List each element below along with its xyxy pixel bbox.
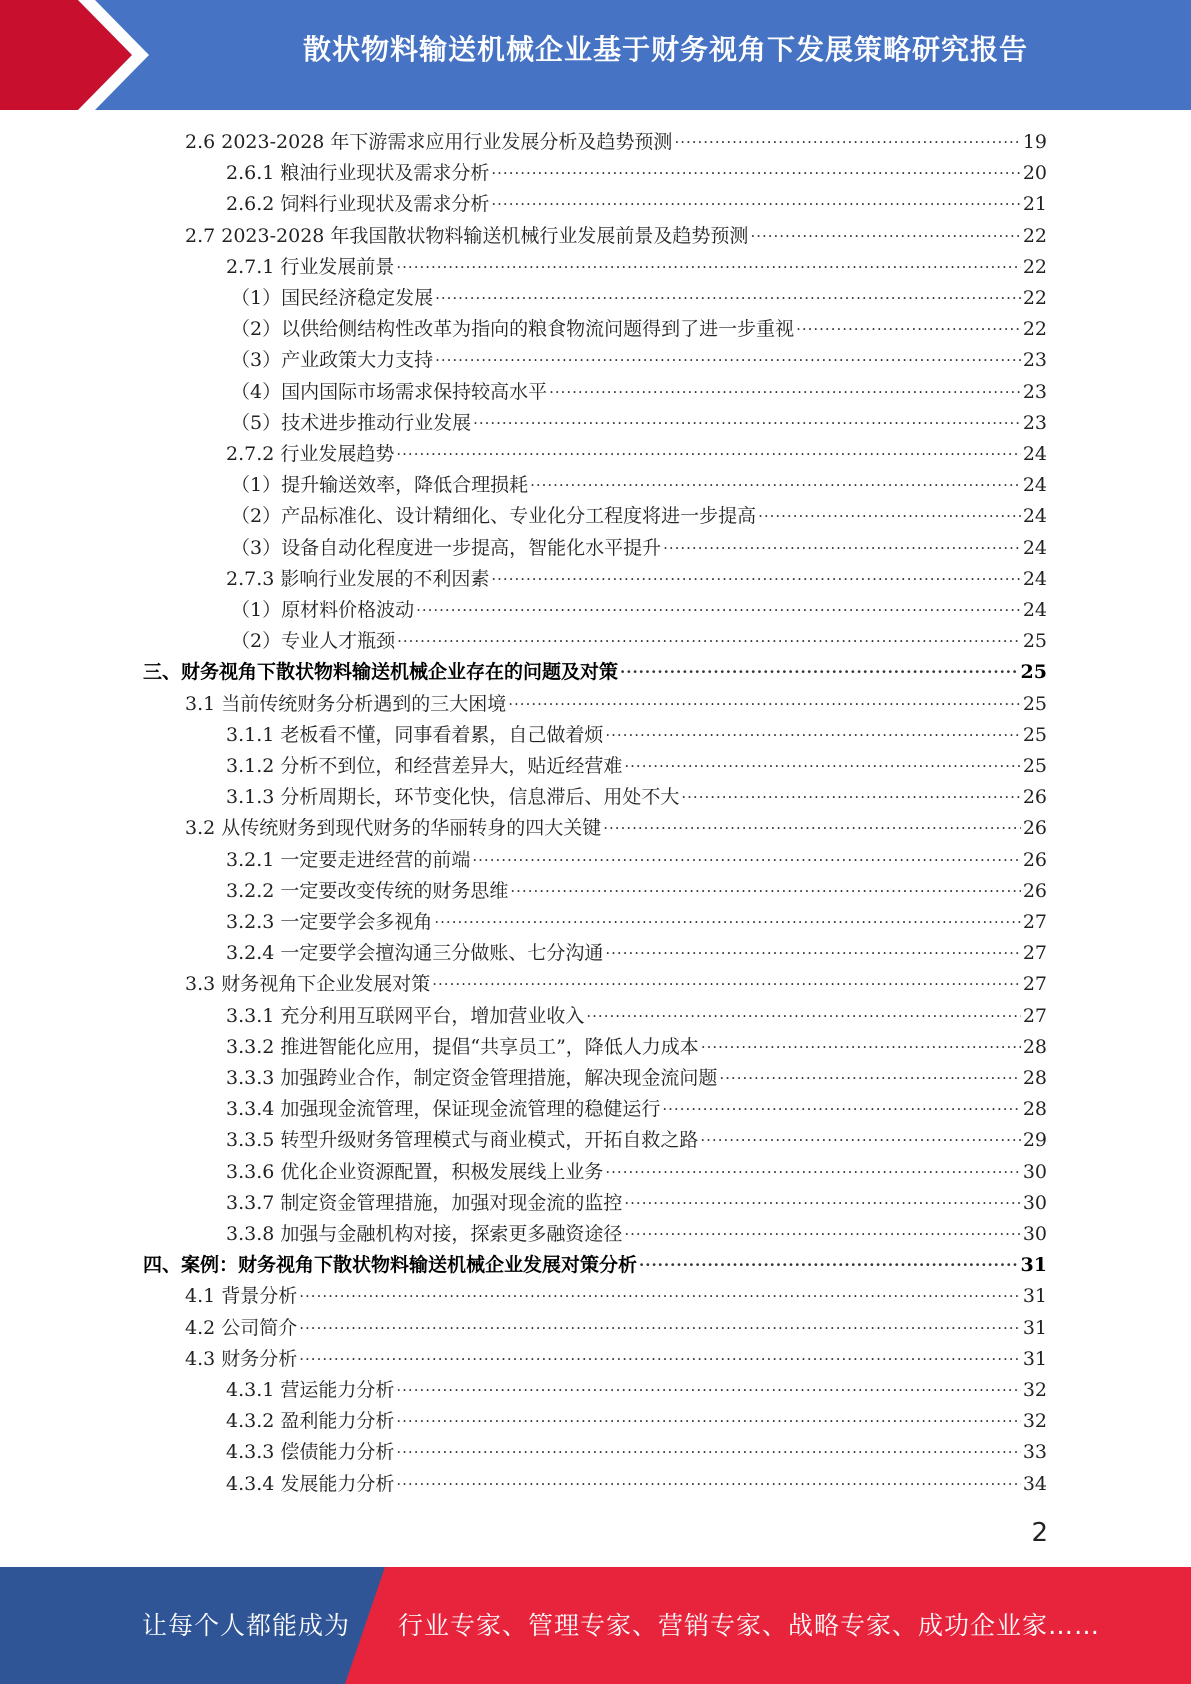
toc-dot-leader [605, 1153, 1020, 1184]
toc-dot-leader [663, 529, 1021, 560]
toc-entry-page: 20 [1022, 162, 1047, 185]
toc-entry-page: 26 [1022, 817, 1047, 840]
toc-entry-title: （2）专业人才瓶颈 [231, 630, 396, 653]
toc-entry-title: 3.3.7 制定资金管理措施，加强对现金流的监控 [226, 1191, 623, 1214]
toc-dot-leader [603, 809, 1021, 840]
toc-dot-leader [605, 716, 1020, 747]
toc-entry-title: 2.7.2 行业发展趋势 [226, 443, 395, 465]
header-red-chevron-decoration [0, 0, 160, 110]
toc-dot-leader [491, 560, 1020, 591]
toc-entry-page: 28 [1022, 1035, 1047, 1058]
toc-entry-title: 3.2.2 一定要改变传统的财务思维 [226, 879, 509, 902]
toc-entry-title: 3.3.2 推进智能化应用，提倡“共享员工”，降低人力成本 [226, 1035, 699, 1058]
toc-entry-title: 3.2 从传统财务到现代财务的华丽转身的四大关键 [185, 817, 602, 840]
toc-dot-leader [758, 497, 1021, 528]
toc-entry-title: 4.1 背景分析 [185, 1285, 298, 1308]
toc-dot-leader [510, 872, 1020, 903]
toc-entry-title: 3.3.3 加强跨业合作，制定资金管理措施，解决现金流问题 [226, 1067, 718, 1089]
toc-entry-page: 25 [1022, 692, 1047, 715]
toc-dot-leader [662, 1090, 1020, 1121]
toc-entry-page: 22 [1022, 318, 1047, 341]
toc-dot-leader [750, 217, 1020, 248]
toc-entry-page: 26 [1022, 879, 1047, 902]
toc-entry-page: 30 [1022, 1223, 1047, 1245]
toc-entry-title: 三、财务视角下散状物料输送机械企业存在的问题及对策 [143, 661, 619, 684]
toc-dot-leader [491, 185, 1020, 216]
toc-entry-page: 24 [1022, 443, 1047, 465]
toc-entry-page: 22 [1022, 287, 1047, 309]
toc-entry-page: 27 [1022, 973, 1047, 996]
toc-entry-page: 24 [1022, 505, 1047, 528]
toc-entry-page: 19 [1022, 131, 1047, 153]
toc-entry-title: 2.6.2 饲料行业现状及需求分析 [226, 193, 490, 216]
toc-dot-leader [530, 466, 1021, 497]
toc-entry-title: （1）提升输送效率，降低合理损耗 [231, 474, 529, 497]
toc-dot-leader [473, 404, 1021, 435]
toc-entry-title: 2.7 2023-2028 年我国散状物料输送机械行业发展前景及趋势预测 [185, 224, 749, 247]
toc-entry-title: 3.3.8 加强与金融机构对接，探索更多融资途径 [226, 1223, 623, 1245]
toc-entry-page: 25 [1022, 755, 1047, 777]
toc-dot-leader [396, 1402, 1020, 1433]
toc-entry-page: 32 [1022, 1379, 1047, 1401]
toc-entry-title: （3）产业政策大力支持 [231, 349, 434, 372]
toc-entry-page: 26 [1022, 848, 1047, 871]
toc-entry-title: 3.1.1 老板看不懂，同事看着累，自己做着烦 [226, 723, 604, 746]
toc-entry-page: 24 [1022, 474, 1047, 497]
toc-dot-leader [719, 1059, 1020, 1090]
toc-entry-title: 4.3.1 营运能力分析 [226, 1379, 395, 1401]
toc-dot-leader [624, 1184, 1020, 1215]
toc-entry-page: 27 [1022, 942, 1047, 965]
toc-dot-leader [620, 653, 1019, 684]
toc-entry-title: （4）国内国际市场需求保持较高水平 [231, 380, 548, 403]
toc-entry-title: 3.1.2 分析不到位，和经营差异大，贴近经营难 [226, 755, 623, 777]
toc-entry-page: 31 [1022, 1285, 1047, 1308]
toc-dot-leader [624, 1215, 1020, 1246]
toc-entry-page: 24 [1022, 599, 1047, 621]
toc-entry-title: 四、案例：财务视角下散状物料输送机械企业发展对策分析 [143, 1254, 638, 1277]
toc-dot-leader [416, 591, 1021, 622]
toc-entry-title: （5）技术进步推动行业发展 [231, 411, 472, 434]
toc-entry-title: 2.6.1 粮油行业现状及需求分析 [226, 162, 490, 185]
toc-entry-title: 4.3 财务分析 [185, 1347, 298, 1370]
toc-entry-title: 3.1 当前传统财务分析遇到的三大困境 [185, 692, 507, 715]
toc-dot-leader [434, 903, 1020, 934]
toc-entry-title: 3.1.3 分析周期长，环节变化快，信息滞后、用处不大 [226, 786, 680, 809]
toc-entry-page: 29 [1022, 1129, 1047, 1152]
toc-dot-leader [396, 1433, 1020, 1464]
toc-entry-page: 30 [1022, 1160, 1047, 1183]
toc-entry[interactable] [226, 1469, 1047, 1500]
toc-entry-page: 26 [1022, 786, 1047, 809]
toc-dot-leader [472, 841, 1020, 872]
toc-entry-title: 2.7.1 行业发展前景 [226, 255, 395, 278]
toc-entry-page: 27 [1022, 1004, 1047, 1027]
toc-entry-page: 24 [1022, 567, 1047, 590]
toc-entry-page: 31 [1022, 1347, 1047, 1370]
toc-entry-title: 2.6 2023-2028 年下游需求应用行业发展分析及趋势预测 [185, 131, 673, 153]
toc-dot-leader [586, 997, 1020, 1028]
toc-dot-leader [299, 1340, 1021, 1371]
toc-entry-page: 32 [1022, 1410, 1047, 1433]
toc-entry-page: 33 [1022, 1441, 1047, 1464]
footer-slogan-lead: 让每个人都能成为 [142, 1611, 351, 1640]
toc-entry-title: 3.2.4 一定要学会擅沟通三分做账、七分沟通 [226, 942, 604, 965]
toc-dot-leader [435, 279, 1021, 310]
toc-dot-leader [639, 1246, 1019, 1277]
toc-entry-page: 22 [1022, 224, 1047, 247]
toc-entry-title: 3.2.3 一定要学会多视角 [226, 911, 433, 933]
toc-entry-page: 22 [1022, 255, 1047, 278]
toc-entry-title: 4.2 公司简介 [185, 1316, 298, 1339]
toc-dot-leader [605, 934, 1020, 965]
toc-entry-page: 30 [1022, 1191, 1047, 1214]
toc-entry-title: （2）以供给侧结构性改革为指向的粮食物流问题得到了进一步重视 [231, 318, 795, 341]
toc-dot-leader [299, 1309, 1021, 1340]
toc-dot-leader [491, 154, 1020, 185]
toc-entry-page: 25 [1022, 630, 1047, 653]
toc-dot-leader [396, 435, 1020, 466]
toc-entry-page: 31 [1020, 1254, 1047, 1277]
toc-entry-title: （1）国民经济稳定发展 [231, 287, 434, 309]
toc-entry-title: （2）产品标准化、设计精细化、专业化分工程度将进一步提高 [231, 505, 757, 528]
toc-dot-leader [396, 1465, 1020, 1496]
toc-entry-title: （1）原材料价格波动 [231, 599, 415, 621]
toc-entry-title: 3.3.6 优化企业资源配置，积极发展线上业务 [226, 1160, 604, 1183]
toc-entry-title: 2.7.3 影响行业发展的不利因素 [226, 567, 490, 590]
toc-dot-leader [397, 622, 1021, 653]
toc-dot-leader [796, 310, 1021, 341]
toc-entry-page: 25 [1020, 661, 1047, 684]
toc-dot-leader [396, 1371, 1020, 1402]
toc-dot-leader [549, 373, 1021, 404]
toc-entry-page: 23 [1022, 411, 1047, 434]
toc-dot-leader [432, 965, 1021, 996]
toc-entry-page: 23 [1022, 380, 1047, 403]
toc-dot-leader [700, 1121, 1020, 1152]
toc-entry-page: 25 [1022, 723, 1047, 746]
toc-entry-page: 21 [1022, 193, 1047, 216]
toc-entry-title: 4.3.4 发展能力分析 [226, 1472, 395, 1495]
toc-entry-title: 4.3.3 偿债能力分析 [226, 1441, 395, 1464]
toc-entry-title: （3）设备自动化程度进一步提高，智能化水平提升 [231, 536, 662, 559]
toc-dot-leader [624, 747, 1020, 778]
toc-entry-title: 3.3.5 转型升级财务管理模式与商业模式，开拓自救之路 [226, 1129, 699, 1152]
report-title: 散状物料输送机械企业基于财务视角下发展策略研究报告 [302, 33, 1028, 66]
toc-entry-page: 34 [1022, 1472, 1047, 1495]
toc-entry-page: 27 [1022, 911, 1047, 933]
page-number: 2 [1031, 1518, 1048, 1548]
toc-entry-title: 3.3.1 充分利用互联网平台，增加营业收入 [226, 1004, 585, 1027]
page-header [0, 0, 1191, 110]
toc-entry-page: 23 [1022, 349, 1047, 372]
toc-dot-leader [396, 248, 1020, 279]
toc-dot-leader [435, 341, 1021, 372]
toc-entry-page: 28 [1022, 1098, 1047, 1121]
toc-dot-leader [681, 778, 1020, 809]
toc-entry-page: 31 [1022, 1316, 1047, 1339]
toc-dot-leader [674, 123, 1020, 154]
toc-entry-title: 4.3.2 盈利能力分析 [226, 1410, 395, 1433]
toc-dot-leader [701, 1028, 1021, 1059]
toc-dot-leader [508, 685, 1021, 716]
toc-entry-page: 24 [1022, 536, 1047, 559]
toc-entry-page: 28 [1022, 1067, 1047, 1089]
toc-entry-title: 3.3.4 加强现金流管理，保证现金流管理的稳健运行 [226, 1098, 661, 1121]
toc-dot-leader [299, 1277, 1021, 1308]
page-footer [0, 1567, 1191, 1684]
toc-entry-title: 3.2.1 一定要走进经营的前端 [226, 848, 471, 871]
toc-entry-title: 3.3 财务视角下企业发展对策 [185, 973, 431, 996]
footer-slogan-roles: 行业专家、管理专家、营销专家、战略专家、成功企业家…… [398, 1611, 1101, 1640]
